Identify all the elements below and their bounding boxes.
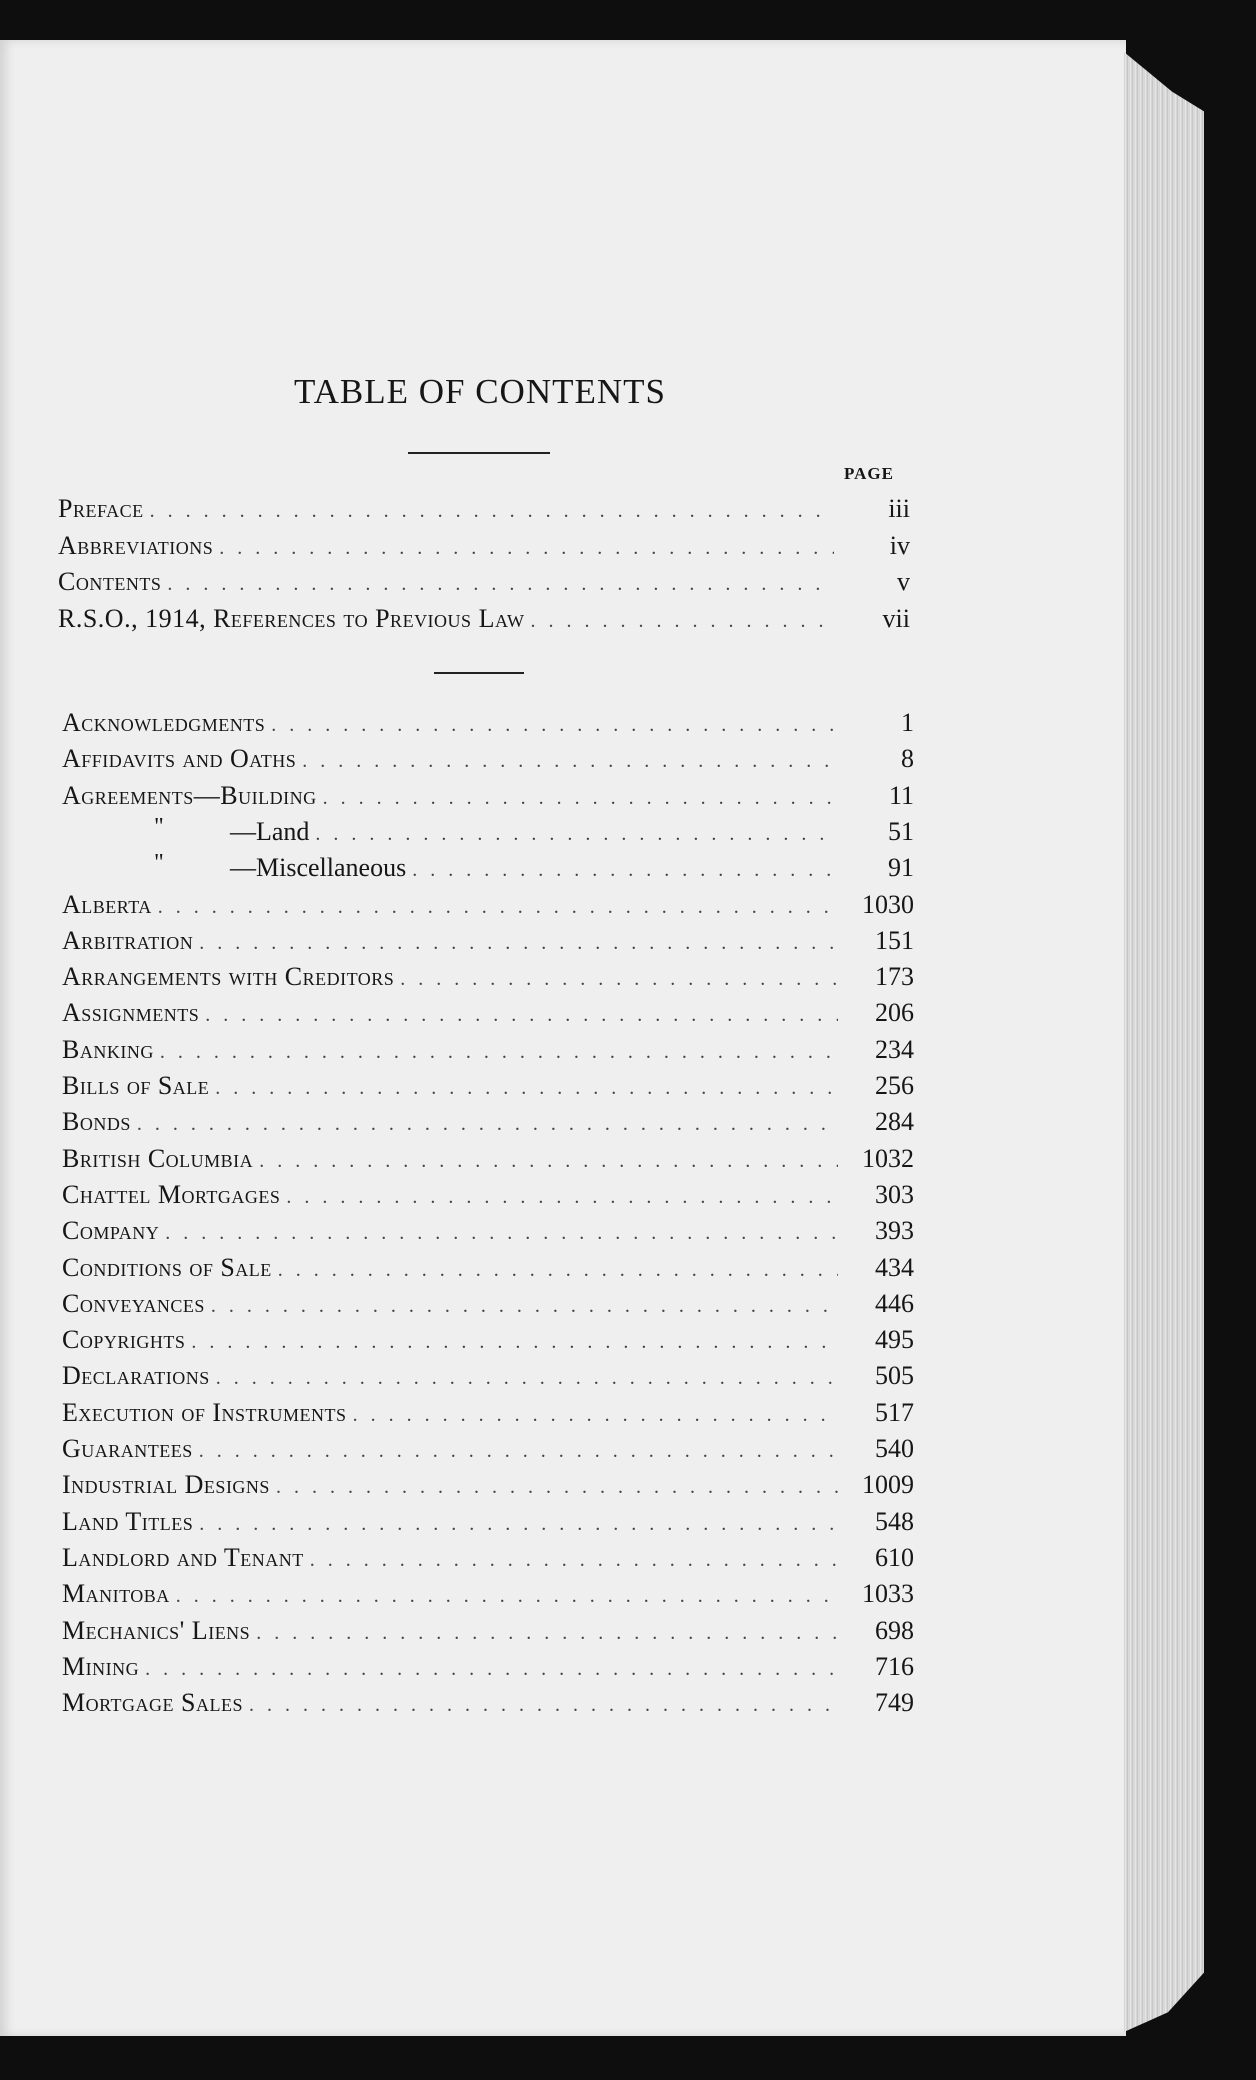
toc-entry-page: 540 <box>875 1434 914 1463</box>
toc-entry-title: Landlord and Tenant <box>62 1542 304 1572</box>
dot-leader <box>278 1252 838 1288</box>
toc-entry-title: Affidavits and Oaths <box>62 744 297 774</box>
toc-entry-page: 749 <box>875 1688 914 1718</box>
toc-row <box>58 528 910 564</box>
dot-leader <box>176 1578 838 1614</box>
toc-entry-title: Abbreviations <box>58 530 214 560</box>
toc-entry-title: Arbitration <box>62 925 194 955</box>
toc-row <box>62 1395 914 1431</box>
dot-leader <box>160 1034 838 1070</box>
toc-entry-page: 1030 <box>862 889 914 919</box>
toc-row <box>62 1286 914 1322</box>
dot-leader <box>199 925 838 961</box>
dot-leader <box>276 1469 838 1505</box>
toc-entry-title: Guarantees <box>62 1434 193 1463</box>
toc-entry-page: 698 <box>875 1615 914 1645</box>
toc-row <box>62 959 914 995</box>
toc-entry-title: Manitoba <box>62 1579 170 1609</box>
toc-row <box>230 814 914 850</box>
toc-entry-page: 393 <box>875 1216 914 1246</box>
dot-leader <box>323 780 838 816</box>
dot-leader <box>145 1651 838 1687</box>
toc-entry-page: iv <box>889 530 910 560</box>
ditto-mark: " <box>154 850 164 877</box>
toc-entry-page: 1032 <box>862 1143 914 1173</box>
toc-row <box>62 1177 914 1213</box>
toc-row <box>62 1358 914 1394</box>
toc-row <box>62 1250 914 1286</box>
toc-row <box>62 1540 914 1576</box>
toc-row <box>62 705 914 741</box>
toc-row <box>62 778 914 814</box>
toc-entry-page: 91 <box>888 853 914 883</box>
dot-leader <box>219 530 834 566</box>
toc-entry-page: 151 <box>875 925 914 955</box>
toc-row <box>62 741 914 777</box>
toc-entry-page: 284 <box>875 1107 914 1137</box>
toc-entry-page: 234 <box>875 1034 914 1064</box>
toc-entry-page: 8 <box>901 744 914 774</box>
toc-entry-title: Land Titles <box>62 1506 194 1536</box>
toc-row <box>62 1213 914 1249</box>
toc-row <box>62 1576 914 1612</box>
toc-entry-title: Bills of Sale <box>62 1071 210 1100</box>
dot-leader <box>211 1288 838 1324</box>
dot-leader <box>205 997 838 1033</box>
dot-leader <box>165 1215 838 1251</box>
toc-entry-page: 206 <box>875 998 914 1028</box>
toc-entry-title: Acknowledgments <box>62 708 266 737</box>
dot-leader <box>191 1324 838 1360</box>
toc-entry-title: Agreements—Building <box>62 780 317 810</box>
dot-leader <box>249 1687 838 1723</box>
toc-entry-title: R.S.O., 1914, References to Previous Law <box>58 603 525 633</box>
toc-entry-page: 51 <box>888 816 914 846</box>
toc-entry-title: Conveyances <box>62 1288 205 1318</box>
toc-row <box>58 491 910 527</box>
toc-row <box>62 1613 914 1649</box>
toc-entry-page: 1009 <box>862 1470 914 1500</box>
toc-entry-title: Arrangements with Creditors <box>62 962 395 992</box>
toc-entry-title: Declarations <box>62 1361 210 1391</box>
toc-entry-title: Alberta <box>62 889 152 919</box>
toc-entry-page: 1033 <box>862 1579 914 1609</box>
dot-leader <box>531 603 835 639</box>
dot-leader <box>256 1615 838 1651</box>
toc-entry-page: 610 <box>875 1542 914 1572</box>
dot-leader <box>150 493 834 529</box>
toc-entry-page: 303 <box>875 1179 914 1209</box>
toc-entry-title: Contents <box>58 567 162 596</box>
toc-row <box>62 887 914 923</box>
toc-entry-title: Company <box>62 1216 160 1246</box>
toc-entry-title: Bonds <box>62 1107 131 1137</box>
toc-entry-page: 256 <box>875 1071 914 1100</box>
toc-row <box>58 564 910 600</box>
toc-entry-page: 434 <box>875 1252 914 1282</box>
toc-entry-title: Industrial Designs <box>62 1470 270 1500</box>
toc-entry-title: Copyrights <box>62 1325 186 1355</box>
toc-entry-page: 446 <box>875 1288 914 1318</box>
toc-entry-page: 173 <box>875 962 914 992</box>
toc-entry-page: 495 <box>875 1325 914 1355</box>
toc-entry-title: Conditions of Sale <box>62 1252 272 1282</box>
toc-entry-title: —Land <box>230 816 310 846</box>
toc-row <box>62 1467 914 1503</box>
dot-leader <box>353 1397 838 1433</box>
dot-leader <box>137 1106 838 1142</box>
dot-leader <box>310 1542 838 1578</box>
toc-entry-page: iii <box>888 494 910 523</box>
toc-row <box>62 1322 914 1358</box>
toc-row <box>62 923 914 959</box>
toc-entry-page: v <box>897 567 910 596</box>
toc-entry-title: Mortgage Sales <box>62 1688 243 1718</box>
toc-row <box>230 850 914 886</box>
toc-row <box>58 601 910 637</box>
dot-leader <box>412 852 838 888</box>
toc-entry-page: 1 <box>901 708 914 737</box>
page-title: TABLE OF CONTENTS <box>294 372 666 411</box>
toc-row <box>62 1431 914 1467</box>
dot-leader <box>215 1070 838 1106</box>
dot-leader <box>302 743 838 779</box>
toc-row <box>62 1504 914 1540</box>
toc-row <box>62 1104 914 1140</box>
toc-entry-title: —Miscellaneous <box>230 853 407 883</box>
toc-entry-page: 11 <box>888 780 914 810</box>
toc-row <box>62 1649 914 1685</box>
toc-entry-page: vii <box>882 603 910 633</box>
dot-leader <box>199 1506 838 1542</box>
toc-entry-title: British Columbia <box>62 1143 254 1173</box>
dot-leader <box>259 1143 838 1179</box>
toc-entry-title: Mechanics' Liens <box>62 1615 251 1645</box>
toc-entry-page: 548 <box>875 1506 914 1536</box>
toc-entry-title: Banking <box>62 1034 154 1064</box>
toc-entry-page: 505 <box>875 1361 914 1391</box>
toc-row <box>62 1141 914 1177</box>
toc-entry-title: Execution of Instruments <box>62 1397 347 1427</box>
page-column-header: PAGE <box>844 464 894 483</box>
toc-entry-title: Chattel Mortgages <box>62 1179 281 1209</box>
toc-entry-title: Mining <box>62 1651 140 1681</box>
dot-leader <box>158 889 838 925</box>
toc-row <box>62 1032 914 1068</box>
toc-entry-page: 716 <box>875 1651 914 1681</box>
dot-leader <box>216 1360 838 1396</box>
toc-row <box>62 995 914 1031</box>
ditto-mark: " <box>154 813 164 840</box>
toc-entry-title: Assignments <box>62 998 200 1028</box>
dot-leader <box>286 1179 838 1215</box>
dot-leader <box>400 961 838 997</box>
dot-leader <box>199 1433 838 1469</box>
dot-leader <box>167 566 834 602</box>
toc-entry-title: Preface <box>58 494 144 523</box>
toc-entry-page: 517 <box>875 1397 914 1427</box>
dot-leader <box>315 816 838 852</box>
dot-leader <box>271 707 838 743</box>
toc-row <box>62 1685 914 1721</box>
toc-row <box>62 1068 914 1104</box>
